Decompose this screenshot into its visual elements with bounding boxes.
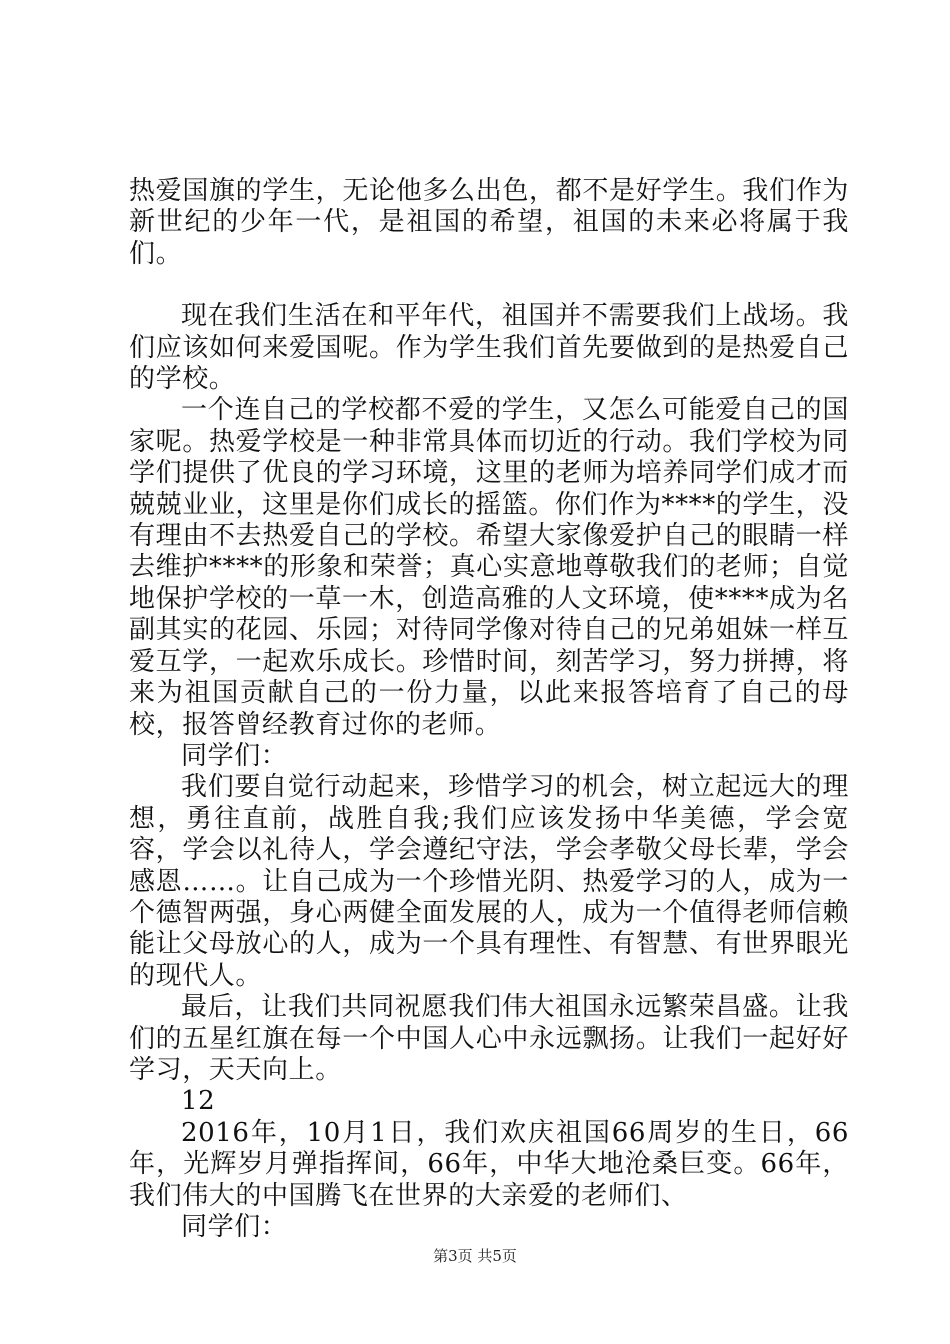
paragraph-2: 现在我们生活在和平年代，祖国并不需要我们上战场。我们应该如何来爱国呢。作为学生我们首先要做到的是热爱自己的学校。 bbox=[129, 301, 849, 395]
paragraph-7: 12 bbox=[181, 1086, 216, 1117]
paragraph-1: 热爱国旗的学生，无论他多么出色，都不是好学生。我们作为新世纪的少年一代，是祖国的希望，祖国的未来必将属于我们。 bbox=[129, 176, 849, 269]
page-footer: 第3页 共5页 bbox=[433, 1247, 517, 1265]
paragraph-6: 最后，让我们共同祝愿我们伟大祖国永远繁荣昌盛。让我们的五星红旗在每一个中国人心中永远飘扬。让我们一起好好学习，天天向上。 bbox=[129, 992, 849, 1085]
paragraph-4: 同学们： bbox=[181, 740, 288, 771]
paragraph-3: 一个连自己的学校都不爱的学生，又怎么可能爱自己的国家呢。热爱学校是一种非常具体而切近的行动。我们学校为同学们提供了优良的学习环境，这里的老师为培养同学们成才而兢兢业业，这里是你们成长的摇篮。你们作为****的学生，没有理由不去热爱自己的学校。希望大家像爱护自己的眼睛一样去维护****的形象和荣誉；真心实意地尊敬我们的老师；自觉地保护学校的一草一木，创造高雅的人文环境，使****成为名副其实的花园、乐园；对待同学像对待自己的兄弟姐妹一样互爱互学，一起欢乐成长。珍惜时间，刻苦学习，努力拼搏，将来为祖国贡献自己的一份力量，以此来报答培育了自己的母校，报答曾经教育过你的老师。 bbox=[129, 395, 849, 740]
paragraph-8: 2016年，10月1日，我们欢庆祖国66周岁的生日，66年，光辉岁月弹指挥间，66年，中华大地沧桑巨变。66年，我们伟大的中国腾飞在世界的大亲爱的老师们、 bbox=[129, 1117, 849, 1211]
paragraph-9: 同学们： bbox=[181, 1212, 288, 1242]
paragraph-5: 我们要自觉行动起来，珍惜学习的机会，树立起远大的理想，勇往直前，战胜自我;我们应该发扬中华美德，学会宽容，学会以礼待人，学会遵纪守法，学会孝敬父母长辈，学会感恩……。让自己成为一个珍惜光阴、热爱学习的人，成为一个德智两强，身心两健全面发展的人，成为一个值得老师信赖能让父母放心的人，成为一个具有理性、有智慧、有世界眼光的现代人。 bbox=[129, 772, 849, 991]
document-body bbox=[129, 176, 849, 1243]
